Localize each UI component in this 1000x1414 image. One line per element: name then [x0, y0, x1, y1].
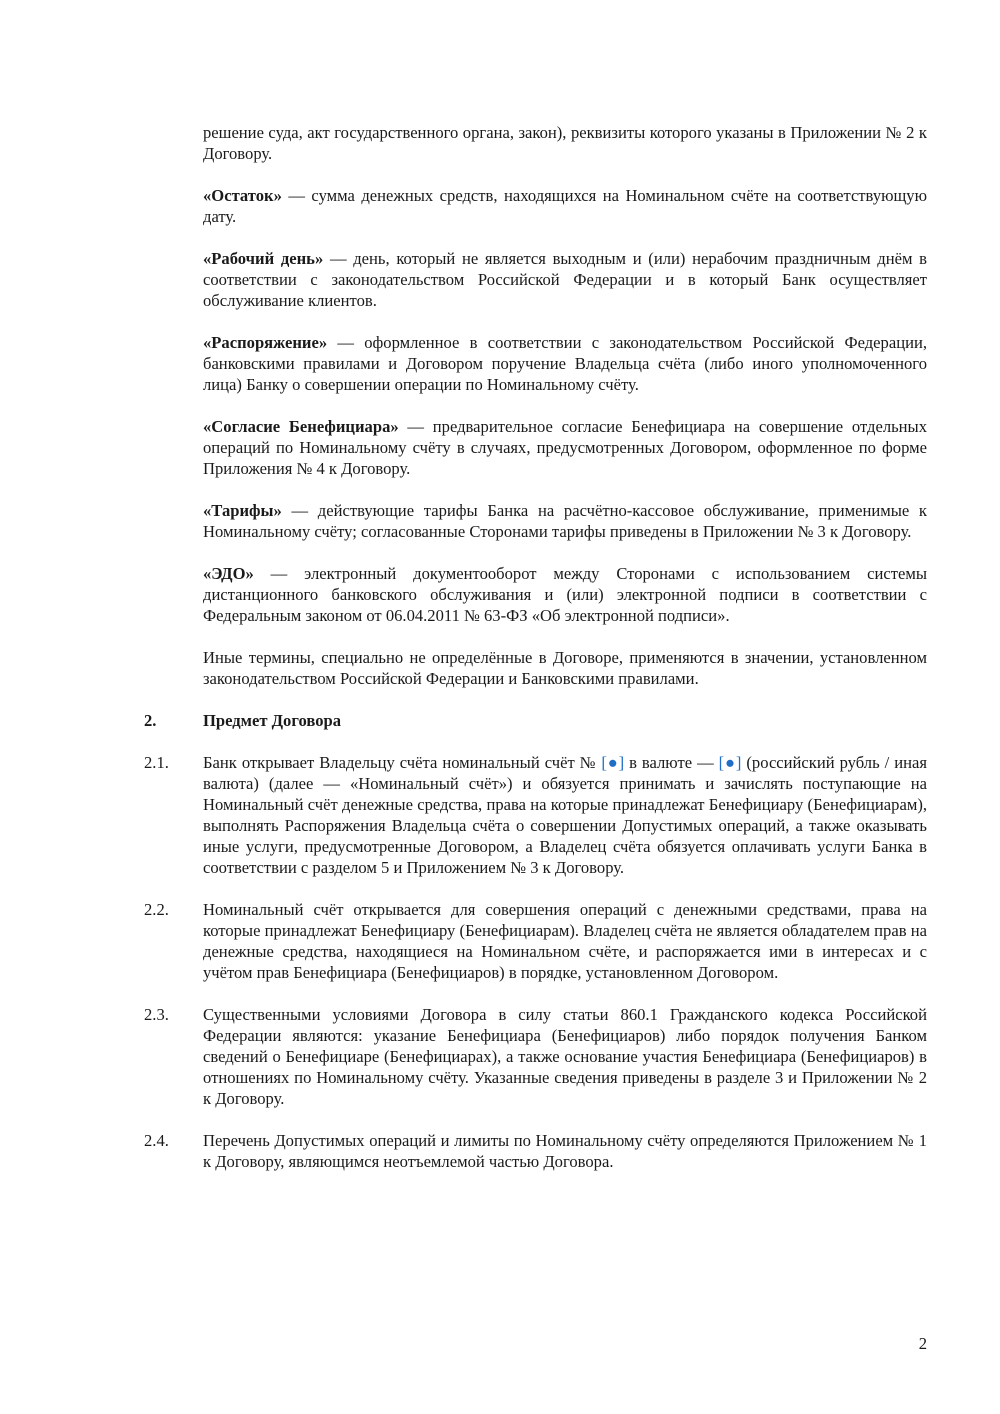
definition-text: предварительное согласие Бенефициара на совершение отдельных операций по Номинальному счёту в случаях, предусмотренных Договором, оформленное по форме Приложения № 4 к Договору.: [203, 417, 927, 478]
definition-dash: —: [398, 417, 433, 436]
definition-text: день, который не является выходным и (или) нерабочим праздничным днём в соответствии с законодательством Российской Федерации и в который Банк осуществляет обслуживание клиентов.: [203, 249, 928, 310]
clause-2-2: [0, 899, 1000, 983]
section-title: Предмет Договора: [203, 711, 342, 730]
definition-continuation: [203, 122, 927, 164]
definition-dash: —: [323, 249, 354, 268]
definition-term: «Распоряжение»: [203, 333, 328, 352]
definition-dash: —: [281, 501, 318, 520]
definition-other-terms: [203, 647, 927, 689]
clause-number: 2.2.: [144, 900, 169, 919]
clause-number: 2.3.: [144, 1005, 169, 1024]
clause-text-part: (российский рубль / иная валюта) (далее — «Номинальный счёт») и обязуется принимать и зачислять поступающие на Номинальный счёт денежные средства, права на которые принадлежат Бенефициару (Бенефициарам), выполнять Распоряжения Владельца счёта о совершении Допустимых операций, а также оказывать иные услуги, предусмотренные Договором, а Владелец счёта обязуется оплачивать услуги Банка в соответствии с разделом 5 и Приложением № 3 к Договору.: [203, 753, 927, 877]
definition-dash: —: [281, 186, 312, 205]
clause-2-1: [0, 752, 1000, 878]
clause-number: 2.4.: [144, 1131, 169, 1150]
definition-order: [203, 332, 927, 395]
clause-text: Номинальный счёт открывается для совершения операций с денежными средствами, права на которые принадлежат Бенефициару (Бенефициарам). Владелец счёта не является обладателем прав на денежные средства, находящиеся на Номинальном счёте, и распоряжается ими в интересах и с учётом прав Бенефициара (Бенефициаров) в порядке, установленном Договором.: [203, 900, 927, 982]
definition-term: «Рабочий день»: [203, 249, 324, 268]
account-number-placeholder: [●]: [601, 753, 625, 772]
definition-text: сумма денежных средств, находящихся на Номинальном счёте на соответствующую дату.: [203, 186, 927, 226]
clause-text-part: в валюте —: [624, 753, 719, 772]
definition-text: действующие тарифы Банка на расчётно-кассовое обслуживание, применимые к Номинальному счёту; согласованные Сторонами тарифы приведены в Приложении № 3 к Договору.: [203, 501, 927, 541]
clause-text: [203, 752, 927, 878]
clause-2-3: [0, 1004, 1000, 1109]
definition-beneficiary-consent: [203, 416, 927, 479]
definition-text: Иные термины, специально не определённые в Договоре, применяются в значении, установленном законодательством Российской Федерации и Банковскими правилами.: [203, 648, 927, 688]
definition-term: «Тарифы»: [203, 501, 282, 520]
page-number: 2: [918, 1334, 927, 1353]
currency-placeholder: [●]: [718, 753, 742, 772]
clause-number: 2.1.: [144, 753, 169, 772]
definition-dash: —: [253, 564, 305, 583]
definition-text: электронный документооборот между Сторонами с использованием системы дистанционного банковского обслуживания и (или) электронной подписи в соответствии с Федеральным законом от 06.04.2011 № 63-ФЗ «Об электронной подписи».: [203, 564, 927, 625]
section-number: 2.: [144, 711, 157, 730]
definition-term: «Согласие Бенефициара»: [203, 417, 399, 436]
clause-2-4: [0, 1130, 1000, 1172]
definition-term: «ЭДО»: [203, 564, 254, 583]
clause-text: Существенными условиями Договора в силу статьи 860.1 Гражданского кодекса Российской Федерации являются: указание Бенефициара (Бенефициаров) либо порядок получения Банком сведений о Бенефициаре (Бенефициарах), а также основание участия Бенефициара (Бенефициаров) в отношениях по Номинальному счёту. Указанные сведения приведены в разделе 3 и Приложении № 2 к Договору.: [203, 1005, 927, 1108]
definition-text: решение суда, акт государственного органа, закон), реквизиты которого указаны в Приложении № 2 к Договору.: [203, 123, 927, 163]
clause-text-part: Банк открывает Владельцу счёта номинальный счёт №: [203, 753, 602, 772]
definition-edo: [203, 563, 927, 626]
definition-balance: [203, 185, 927, 227]
definition-term: «Остаток»: [203, 186, 282, 205]
definition-business-day: [203, 248, 927, 311]
definition-dash: —: [327, 333, 365, 352]
definition-tariffs: [203, 500, 927, 542]
section-heading: [0, 710, 1000, 731]
definition-text: оформленное в соответствии с законодательством Российской Федерации, банковскими правилами и Договором поручение Владельца счёта (либо иного уполномоченного лица) Банку о совершении операции по Номинальному счёту.: [203, 333, 927, 394]
clause-text: Перечень Допустимых операций и лимиты по Номинальному счёту определяются Приложением № 1 к Договору, являющимся неотъемлемой частью Договора.: [203, 1131, 927, 1171]
page-content: [0, 122, 1000, 1193]
